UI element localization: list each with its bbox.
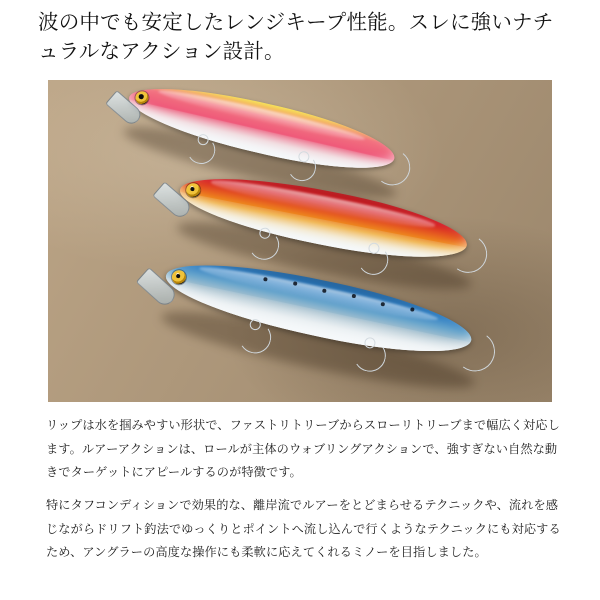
- product-description-text: [0, 402, 600, 565]
- description-paragraph-2: 特にタフコンディションで効果的な、離岸流でルアーをとどまらせるテクニックや、流れを感じながらドリフト釣法でゆっくりとポイントへ流し込んで行くようなテクニックにも対応するため、アングラーの高度な操作にも柔軟に応えてくれるミノーを目指しました。: [46, 498, 561, 560]
- page-title: 波の中でも安定したレンジキープ性能。スレに強いナチュラルなアクション設計。: [38, 10, 554, 64]
- description-paragraph-1: リップは水を掴みやすい形状で、ファストリトリーブからスローリトリーブまで幅広く対応します。ルアーアクションは、ロールが主体のウォブリングアクションで、強すぎない自然な動きでターゲットにアピールするのが特徴です。: [46, 418, 560, 480]
- fishing-lure-photo: [48, 80, 552, 402]
